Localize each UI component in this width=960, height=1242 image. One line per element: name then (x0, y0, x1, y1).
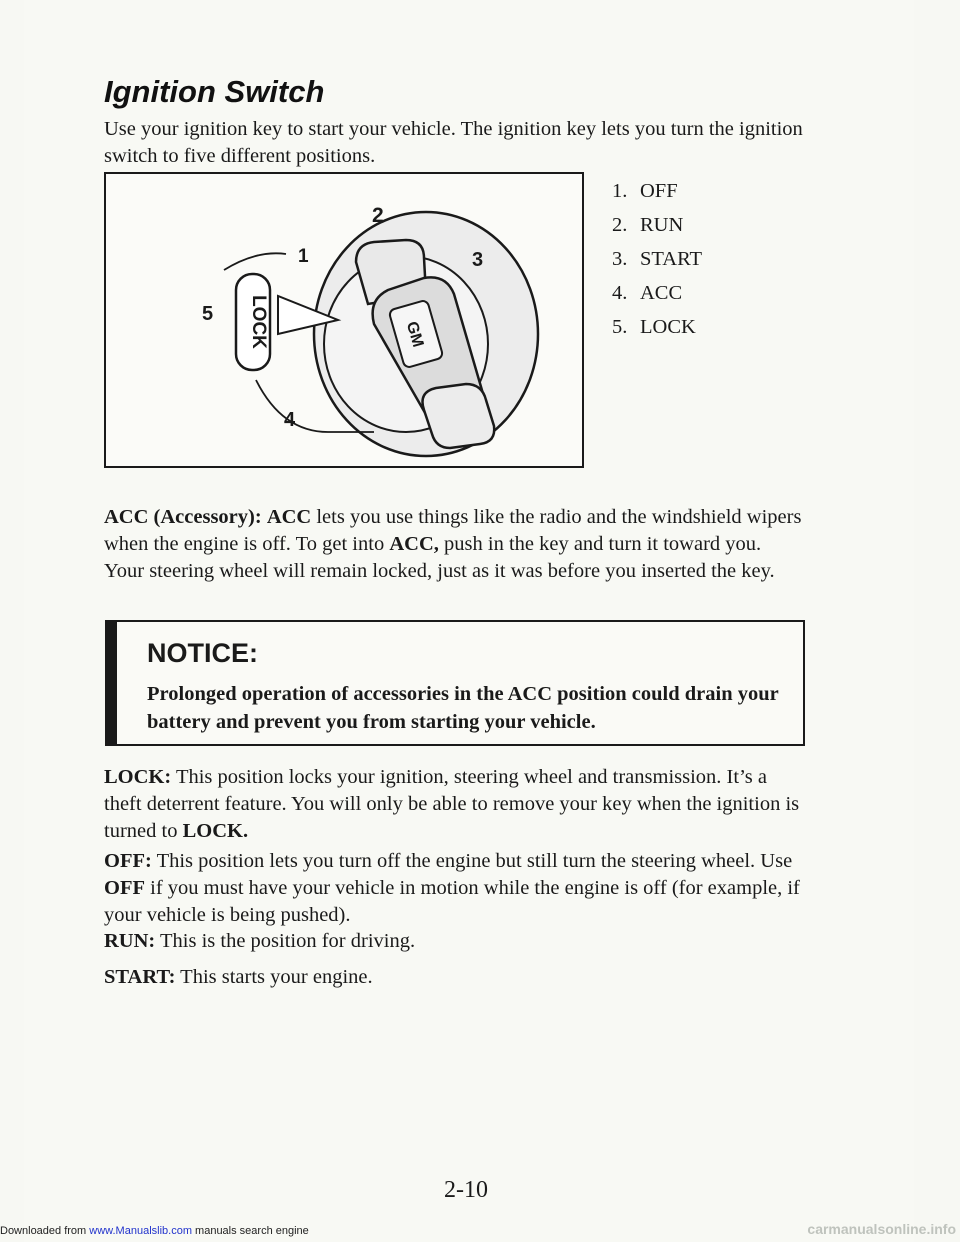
list-label: OFF (640, 180, 678, 202)
start-text: This starts your engine. (175, 966, 373, 988)
watermark: carmanualsonline.info (807, 1221, 956, 1237)
lock-keyword: LOCK. (182, 820, 249, 842)
manualslib-link[interactable]: www.Manualslib.com (89, 1225, 192, 1237)
callout-1-line (224, 253, 286, 270)
off-keyword: OFF (104, 877, 145, 899)
off-text: if you must have your vehicle in motion while the engine is off (for example, if your vehicle is being pushed). (104, 877, 800, 926)
notice-title: NOTICE: (147, 638, 258, 668)
notice-text: Prolonged operation of accessories in the ACC position could drain your battery and prevent you from starting your vehicle. (147, 683, 779, 733)
lock-badge-label: LOCK (248, 295, 269, 349)
footer-suffix: manuals search engine (191, 1225, 309, 1237)
ignition-switch-figure (104, 172, 584, 468)
run-term: RUN: (104, 930, 156, 952)
notice-box (105, 620, 805, 746)
position-list (612, 174, 702, 344)
download-footer (0, 1225, 309, 1237)
acc-text: lets you use things like the radio and the windshield wipers when the engine is off. To get into (104, 506, 802, 555)
off-term: OFF: (104, 850, 152, 872)
list-label: RUN (640, 214, 684, 236)
acc-keyword: ACC (266, 506, 312, 528)
list-number: 2. (612, 214, 628, 236)
callout-2: 2 (372, 204, 384, 227)
page-number: 2-10 (444, 1177, 488, 1203)
acc-keyword: ACC, (389, 533, 439, 555)
acc-term: ACC (Accessory): (104, 506, 262, 528)
run-text: This is the position for driving. (155, 930, 416, 952)
notice-bar (107, 622, 117, 744)
callout-3: 3 (472, 249, 484, 271)
lock-term: LOCK: (104, 766, 172, 788)
key-accessory-outline (423, 384, 495, 448)
list-number: 5. (612, 316, 628, 338)
list-item (612, 208, 702, 242)
footer-prefix: Downloaded from (0, 1225, 90, 1237)
ignition-switch-illustration (106, 174, 582, 466)
list-number: 4. (612, 282, 628, 304)
list-item (612, 276, 702, 310)
list-item (612, 174, 702, 208)
acc-text: push in the key and turn it toward you. Your steering wheel will remain locked, just as it was before you inserted the key. (104, 533, 775, 582)
list-number: 1. (612, 180, 628, 202)
callout-1: 1 (298, 246, 309, 267)
off-paragraph (104, 848, 804, 929)
key-logo: GM (402, 319, 427, 350)
run-paragraph (104, 928, 804, 955)
start-paragraph (104, 964, 804, 991)
off-text: This position lets you turn off the engine but still turn the steering wheel. Use (151, 850, 793, 872)
intro-paragraph: Use your ignition key to start your vehicle. The ignition key lets you turn the ignition switch to five different positions. (104, 118, 803, 167)
list-label: LOCK (640, 316, 696, 338)
list-number: 3. (612, 248, 628, 270)
list-item (612, 242, 702, 276)
page-title: Ignition Switch (104, 74, 325, 109)
list-label: START (640, 248, 703, 270)
lock-text: This position locks your ignition, steering wheel and transmission. It’s a theft deterrent feature. You will only be able to remove your key when the ignition is turned to (104, 766, 800, 842)
list-label: ACC (640, 282, 683, 304)
start-term: START: (104, 966, 176, 988)
lock-paragraph (104, 764, 804, 845)
callout-4: 4 (284, 409, 296, 431)
list-item (612, 310, 702, 344)
callout-5: 5 (202, 303, 214, 325)
acc-paragraph (104, 504, 804, 585)
